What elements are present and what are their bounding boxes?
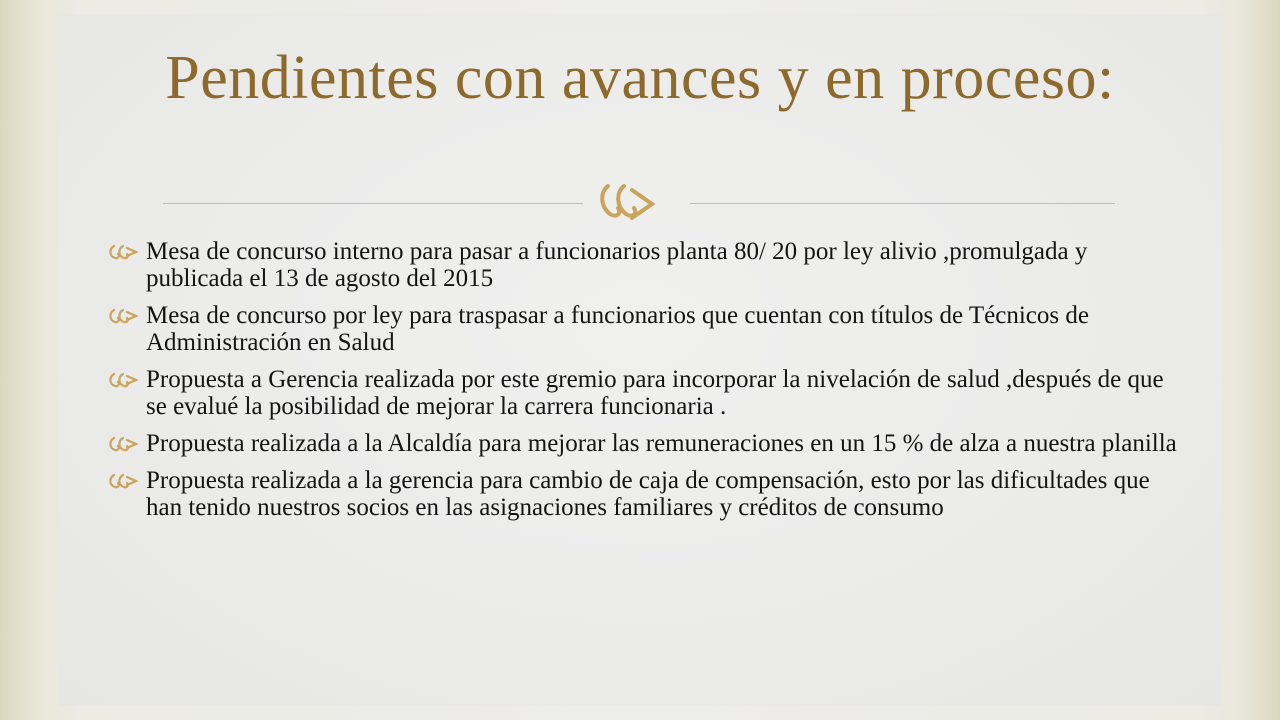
list-item [108,366,1178,420]
title-divider-left [163,203,583,204]
double-curl-bullet-icon [108,435,138,453]
list-item-text: Propuesta a Gerencia realizada por este gremio para incorporar la nivelación de salud ,después de que se evalué la posibilidad de mejorar la carrera funcionaria . [146,366,1164,420]
flourish-ornament-icon [596,176,666,226]
double-curl-bullet-icon [108,307,138,325]
list-item [108,430,1178,457]
double-curl-bullet-icon [108,472,138,490]
list-item [108,302,1178,356]
list-item [108,238,1178,292]
double-curl-bullet-icon [108,243,138,261]
list-item [108,467,1178,521]
list-item-text: Mesa de concurso por ley para traspasar a funcionarios que cuentan con títulos de Técnicos de Administración en Salud [146,302,1089,356]
list-item-text: Propuesta realizada a la gerencia para cambio de caja de compensación, esto por las dificultades que han tenido nuestros socios en las asignaciones familiares y créditos de consumo [146,467,1150,521]
list-item-text: Mesa de concurso interno para pasar a funcionarios planta 80/ 20 por ley alivio ,promulgada y publicada el 13 de agosto del 2015 [146,238,1088,292]
slide-title: Pendientes con avances y en proceso: [165,44,1115,112]
bullet-list [108,238,1178,531]
title-divider-right [690,203,1115,204]
list-item-text: Propuesta realizada a la Alcaldía para mejorar las remuneraciones en un 15 % de alza a nuestra planilla [146,430,1177,457]
double-curl-bullet-icon [108,371,138,389]
